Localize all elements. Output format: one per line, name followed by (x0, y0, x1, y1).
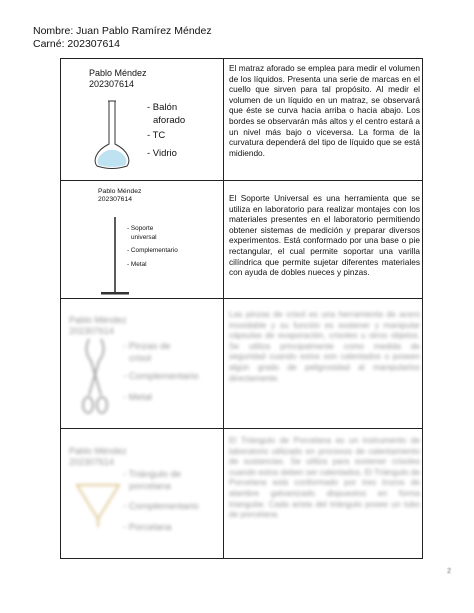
row-4-bullet: porcelana (129, 481, 171, 492)
volumetric-flask-icon (91, 99, 133, 171)
row-4-image-cell (61, 429, 223, 559)
row-2-name: Pablo Méndez (98, 188, 142, 195)
row-2-bullet: - Soporte (127, 225, 154, 232)
crucible-tongs-icon (79, 335, 111, 421)
page-number: 2 (447, 568, 451, 575)
row-1-description-cell (224, 59, 424, 180)
row-1-bullet: - Balón (147, 102, 178, 113)
author-name: Nombre: Juan Pablo Ramírez Méndez (33, 25, 212, 37)
row-3-bullet: - Metal (123, 392, 153, 403)
row-4-name: Pablo Méndez (69, 446, 127, 456)
row-2-description: El Soporte Universal es una herramienta que se utiliza en laboratorio para realizar montajes con los materiales presentes en el laboratorio permitiendo obtener sistemas de medición y preparar diversos experimentos. Está conformado por una base o pie rectangular, el cual permite soportar una varilla cilíndrica que permite sujetar diferentes materiales con ayuda de dobles nueces y pinzas. (229, 193, 420, 278)
row-2-description-cell (224, 181, 424, 298)
row-1-bullet: - Vidrio (147, 148, 177, 159)
row-1-bullet: aforado (153, 115, 186, 126)
instruments-table (60, 58, 423, 559)
row-3-bullet: crisol (129, 353, 152, 364)
row-1-description: El matraz aforado se emplea para medir el volumen de los líquidos. Presenta una serie de marcas en el cuello que sirven para tal propósito. Al medir el volumen de un líquido en un matraz, se observará que éste se curva hacia arriba o hacia abajo. Los bordes se observarán más altos y el centro estará a un nivel más bajo o viceversa. La forma de la curvatura dependerá del tipo de líquido que se está midiendo. (229, 63, 420, 158)
row-3-image-cell (61, 299, 223, 428)
row-1-carne: 202307614 (89, 79, 135, 89)
row-2-bullet: - Metal (127, 261, 147, 268)
row-4-description: El Triángulo de Porcelana es un instrumento de laboratorio utilizado en procesos de calentamiento de sustancias. Se utiliza para sostener crisoles cuando estos deben ser calentados. El Triángulo de Porcelana está conformado por tres trozos de alambre galvanizado dispuestos en forma triangular. Cada arista del triángulo posee un tubo de porcelana. (229, 435, 420, 520)
row-3-bullet: - Pinzas de (123, 341, 171, 352)
row-4-description-cell (224, 429, 424, 559)
row-4-carne: 202307614 (69, 457, 115, 467)
row-3-description: Las pinzas de crisol es una herramienta de acero inoxidable y su función es sostener y manipular cápsulas de evaporación, crisoles u otros objetos. Se utiliza principalmente como medida de seguridad cuando estos son calentados o poseen algún grado de peligrosidad al manipularlos directamente. (229, 309, 420, 383)
row-1-bullet: - TC (147, 130, 166, 141)
row-4-bullet: - Porcelana (123, 522, 172, 533)
row-3-name: Pablo Méndez (69, 315, 127, 325)
clay-triangle-icon (73, 479, 123, 529)
row-3-carne: 202307614 (69, 326, 115, 336)
student-id: Carné: 202307614 (33, 38, 120, 50)
row-2-bullet: - Complementario (127, 247, 178, 254)
row-4-bullet: - Complementario (123, 501, 199, 512)
row-1-image-cell (61, 59, 223, 180)
row-3-bullet: - Complementario (123, 371, 199, 382)
row-1-name: Pablo Méndez (89, 68, 147, 78)
row-3-description-cell (224, 299, 424, 428)
row-2-carne: 202307614 (98, 196, 133, 203)
row-4-bullet: - Triángulo de (123, 469, 182, 480)
row-2-image-cell (61, 181, 223, 298)
row-2-bullet: universal (131, 234, 157, 241)
